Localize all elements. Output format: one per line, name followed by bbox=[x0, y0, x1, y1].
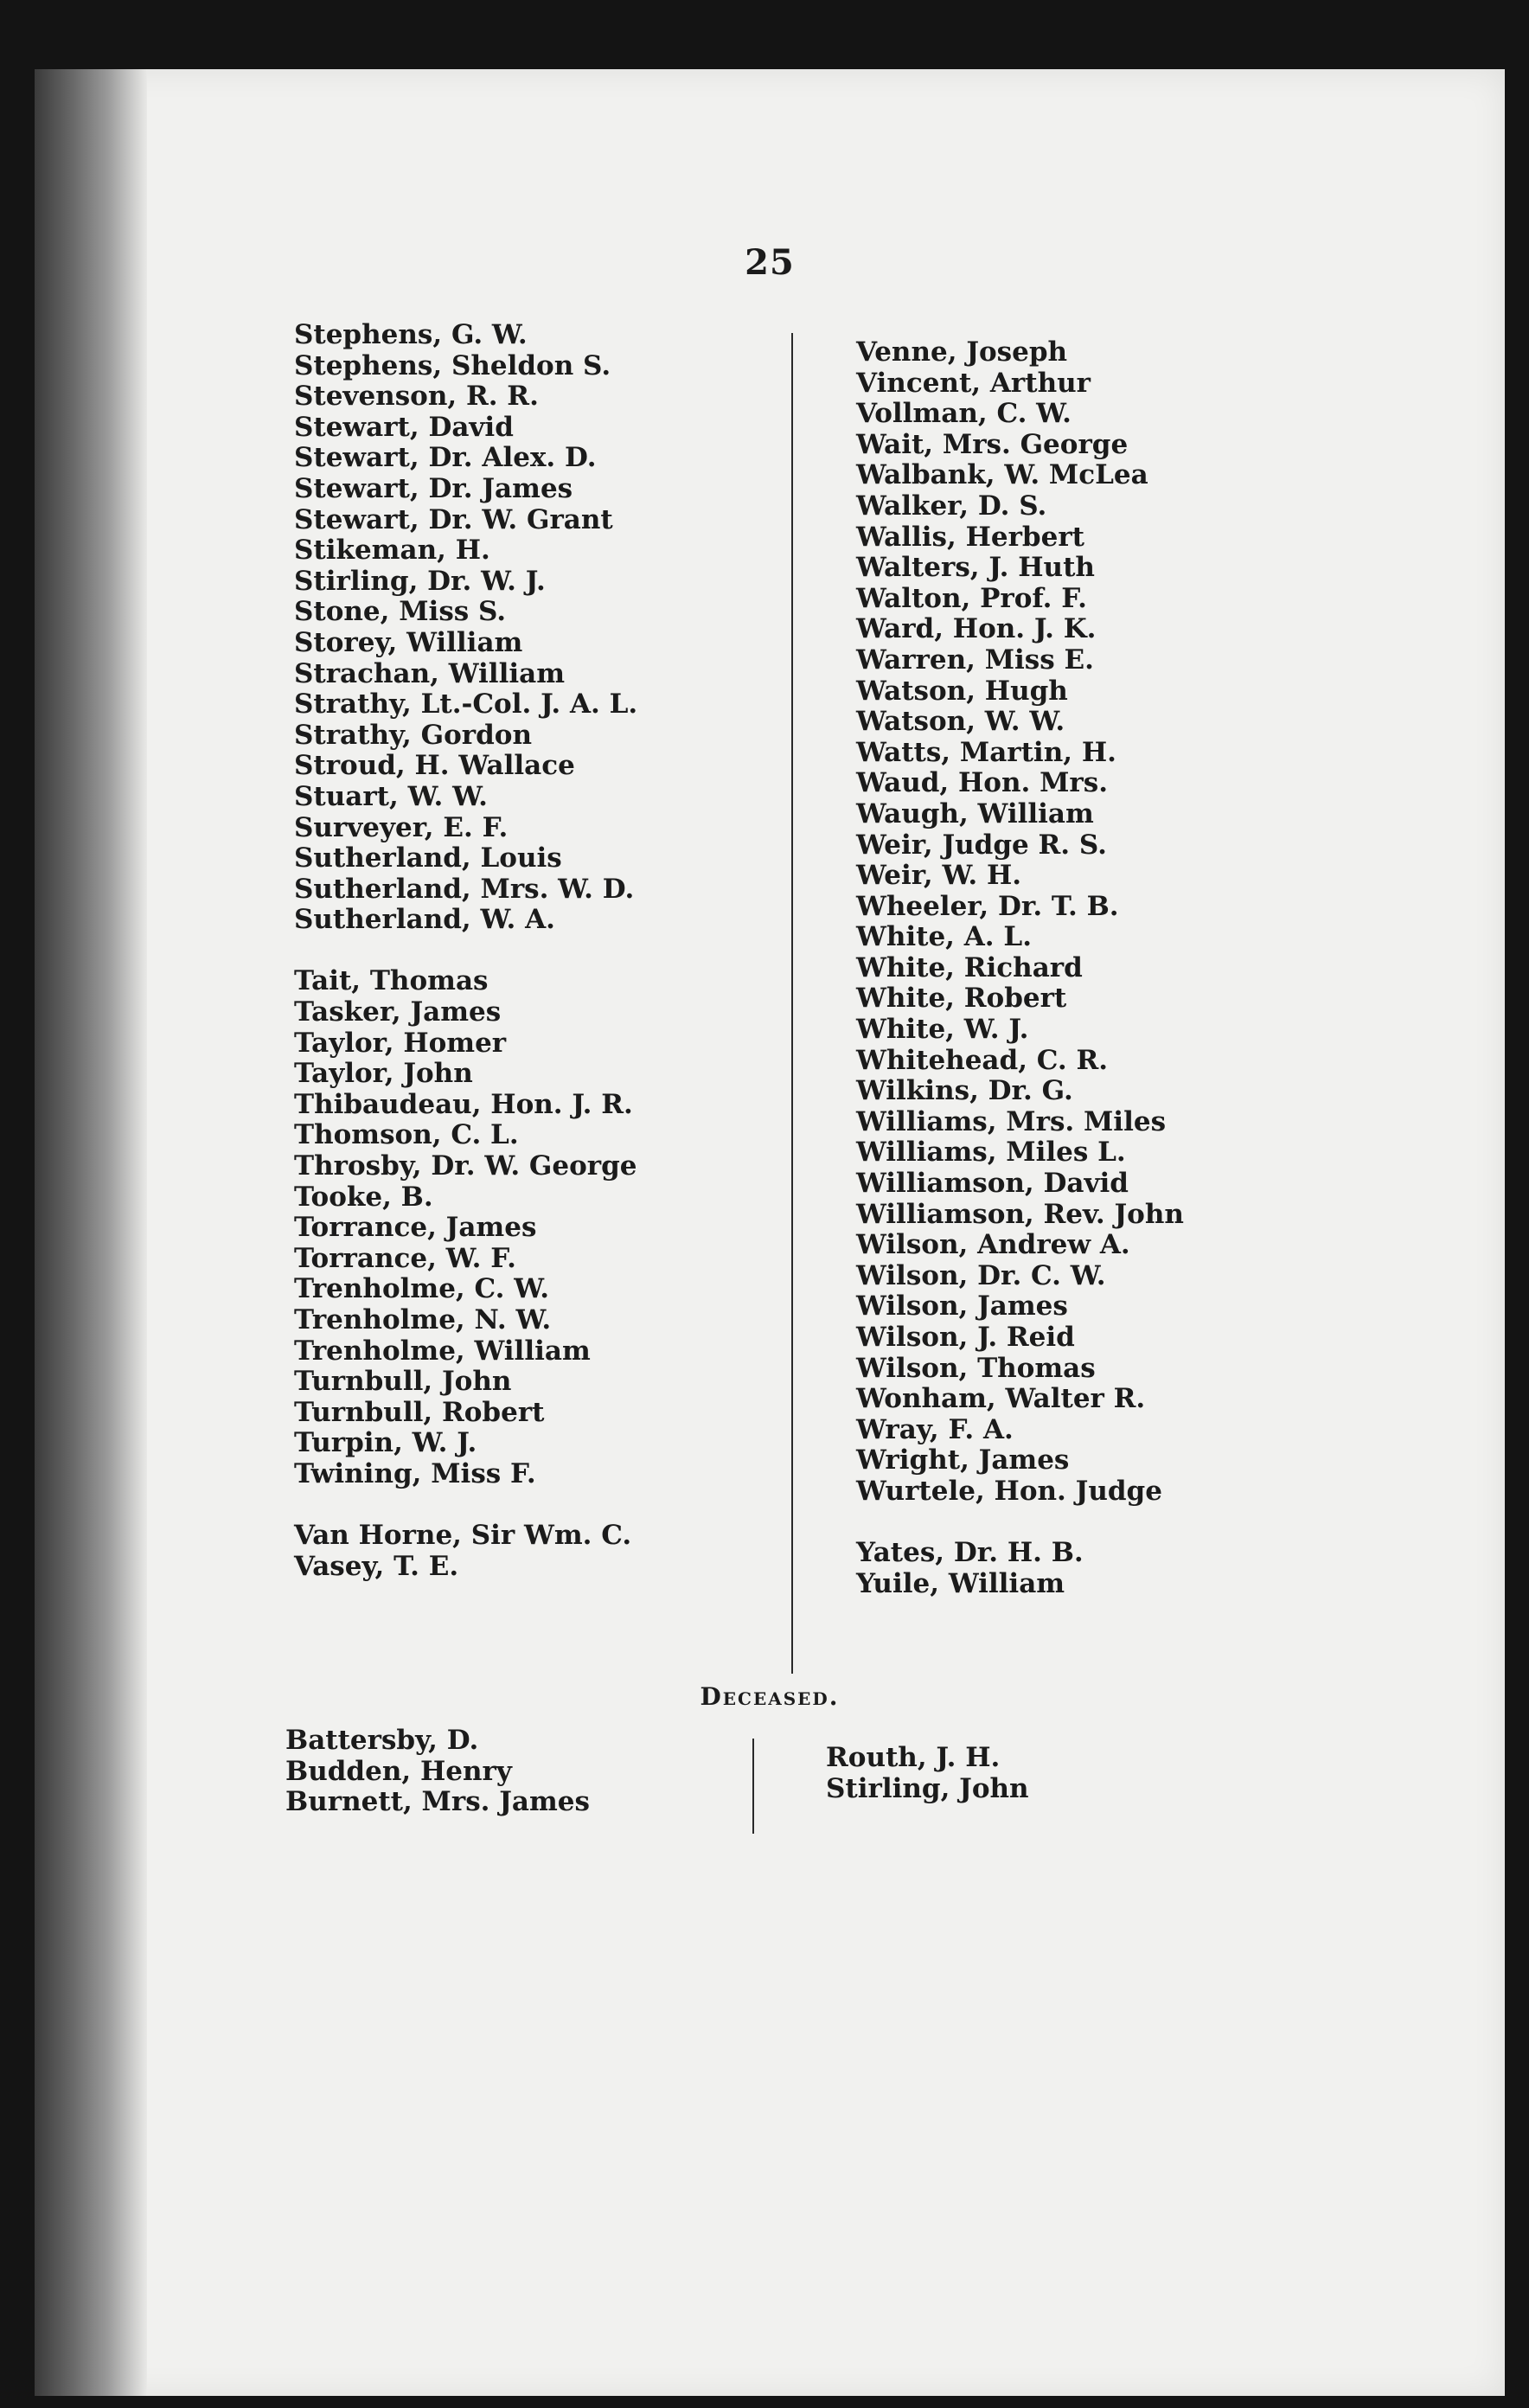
member-name: Stevenson, R. R. bbox=[294, 381, 539, 413]
member-name: Stroud, H. Wallace bbox=[294, 750, 575, 782]
member-name: Torrance, W. F. bbox=[294, 1242, 516, 1274]
member-name: Stephens, Sheldon S. bbox=[294, 349, 611, 381]
member-name: Williamson, David bbox=[856, 1168, 1129, 1200]
member-name: Trenholme, C. W. bbox=[294, 1273, 549, 1305]
member-name: Stephens, G. W. bbox=[294, 319, 528, 350]
member-name: Van Horne, Sir Wm. C. bbox=[294, 1520, 632, 1552]
member-name: Waud, Hon. Mrs. bbox=[856, 767, 1108, 799]
member-name: Williams, Miles L. bbox=[856, 1137, 1126, 1169]
member-name: Wilson, Thomas bbox=[856, 1352, 1096, 1384]
member-name: Turnbull, John bbox=[294, 1366, 512, 1398]
member-name: Battersby, D. bbox=[285, 1725, 479, 1756]
member-name: Wonham, Walter R. bbox=[856, 1383, 1146, 1415]
member-name: Routh, J. H. bbox=[826, 1742, 1001, 1773]
member-name: Sutherland, Louis bbox=[294, 842, 562, 874]
member-name: Stuart, W. W. bbox=[294, 780, 488, 812]
member-name: White, Robert bbox=[856, 983, 1067, 1015]
member-name: Waugh, William bbox=[856, 797, 1094, 829]
book-page bbox=[35, 69, 1505, 2396]
member-name: Wray, F. A. bbox=[856, 1413, 1014, 1445]
member-name: Vincent, Arthur bbox=[856, 367, 1091, 399]
member-name: White, A. L. bbox=[856, 921, 1032, 953]
member-name: Stirling, Dr. W. J. bbox=[294, 565, 546, 597]
member-name: Torrance, James bbox=[294, 1212, 537, 1244]
section-gap bbox=[294, 1490, 637, 1521]
member-name: Tooke, B. bbox=[294, 1181, 433, 1213]
member-name: Whitehead, C. R. bbox=[856, 1044, 1109, 1076]
member-name: Tasker, James bbox=[294, 996, 502, 1028]
member-name: Surveyer, E. F. bbox=[294, 811, 509, 843]
member-name: Thomson, C. L. bbox=[294, 1119, 519, 1151]
member-name: Wallis, Herbert bbox=[856, 521, 1084, 553]
member-name: Stirling, John bbox=[826, 1772, 1029, 1804]
member-name: Budden, Henry bbox=[285, 1755, 512, 1787]
member-name: Turpin, W. J. bbox=[294, 1427, 477, 1459]
member-name: Twining, Miss F. bbox=[294, 1457, 536, 1489]
member-name: Wait, Mrs. George bbox=[856, 428, 1129, 460]
member-name: Ward, Hon. J. K. bbox=[856, 613, 1097, 645]
member-name: Trenholme, William bbox=[294, 1335, 591, 1367]
member-name: Walters, J. Huth bbox=[856, 552, 1095, 584]
member-name: Trenholme, N. W. bbox=[294, 1304, 552, 1335]
member-name: Stikeman, H. bbox=[294, 535, 490, 567]
member-name: Storey, William bbox=[294, 626, 523, 658]
deceased-column-left bbox=[285, 1726, 590, 1818]
member-name: Walker, D. S. bbox=[856, 490, 1047, 522]
member-name: Wilson, Dr. C. W. bbox=[856, 1259, 1106, 1291]
members-column-right bbox=[856, 337, 1184, 1599]
member-name: White, Richard bbox=[856, 951, 1083, 983]
member-name: Stewart, Dr. James bbox=[294, 472, 573, 504]
column-divider bbox=[791, 333, 793, 1674]
member-name: Sutherland, W. A. bbox=[294, 904, 555, 936]
member-name: Wilson, J. Reid bbox=[856, 1322, 1075, 1353]
member-name: Burnett, Mrs. James bbox=[285, 1786, 590, 1818]
member-name: Wilson, Andrew A. bbox=[856, 1229, 1130, 1261]
member-name: Walbank, W. McLea bbox=[856, 459, 1148, 491]
deceased-column-right bbox=[826, 1743, 1029, 1804]
section-gap bbox=[294, 936, 637, 967]
member-name: Strachan, William bbox=[294, 657, 566, 689]
member-name: Taylor, Homer bbox=[294, 1027, 507, 1059]
member-name: Stewart, Dr. Alex. D. bbox=[294, 442, 597, 474]
member-name: White, W. J. bbox=[856, 1014, 1029, 1046]
member-name: Warren, Miss E. bbox=[856, 644, 1094, 676]
member-name: Stewart, Dr. W. Grant bbox=[294, 503, 613, 535]
deceased-heading: Deceased. bbox=[700, 1682, 840, 1711]
member-name: Vasey, T. E. bbox=[294, 1550, 459, 1582]
members-column-left bbox=[294, 320, 637, 1582]
member-name: Yuile, William bbox=[856, 1567, 1065, 1599]
member-name: Yates, Dr. H. B. bbox=[856, 1537, 1084, 1569]
member-name: Wilson, James bbox=[856, 1290, 1068, 1322]
deceased-divider bbox=[752, 1739, 754, 1834]
member-name: Wurtele, Hon. Judge bbox=[856, 1475, 1162, 1507]
member-name: Walton, Prof. F. bbox=[856, 582, 1087, 614]
member-name: Venne, Joseph bbox=[856, 336, 1068, 368]
member-name: Weir, Judge R. S. bbox=[856, 829, 1107, 861]
member-name: Stone, Miss S. bbox=[294, 596, 507, 628]
page-number: 25 bbox=[745, 242, 795, 283]
member-name: Watson, Hugh bbox=[856, 675, 1068, 707]
member-name: Wheeler, Dr. T. B. bbox=[856, 890, 1119, 922]
member-name: Stewart, David bbox=[294, 411, 514, 443]
member-name: Vollman, C. W. bbox=[856, 398, 1072, 430]
section-gap bbox=[856, 1508, 1184, 1539]
member-name: Wright, James bbox=[856, 1444, 1070, 1476]
member-name: Weir, W. H. bbox=[856, 860, 1022, 892]
member-name: Strathy, Gordon bbox=[294, 719, 532, 751]
member-name: Throsby, Dr. W. George bbox=[294, 1150, 637, 1182]
member-name: Watts, Martin, H. bbox=[856, 736, 1116, 768]
member-name: Taylor, John bbox=[294, 1058, 473, 1090]
member-name: Watson, W. W. bbox=[856, 706, 1065, 738]
member-name: Tait, Thomas bbox=[294, 965, 489, 997]
member-name: Wilkins, Dr. G. bbox=[856, 1075, 1073, 1107]
binding-shadow bbox=[35, 69, 147, 2396]
member-name: Thibaudeau, Hon. J. R. bbox=[294, 1088, 633, 1120]
member-name: Williamson, Rev. John bbox=[856, 1198, 1184, 1230]
member-name: Williams, Mrs. Miles bbox=[856, 1105, 1167, 1137]
member-name: Sutherland, Mrs. W. D. bbox=[294, 873, 635, 905]
member-name: Strathy, Lt.-Col. J. A. L. bbox=[294, 688, 638, 720]
member-name: Turnbull, Robert bbox=[294, 1396, 545, 1428]
